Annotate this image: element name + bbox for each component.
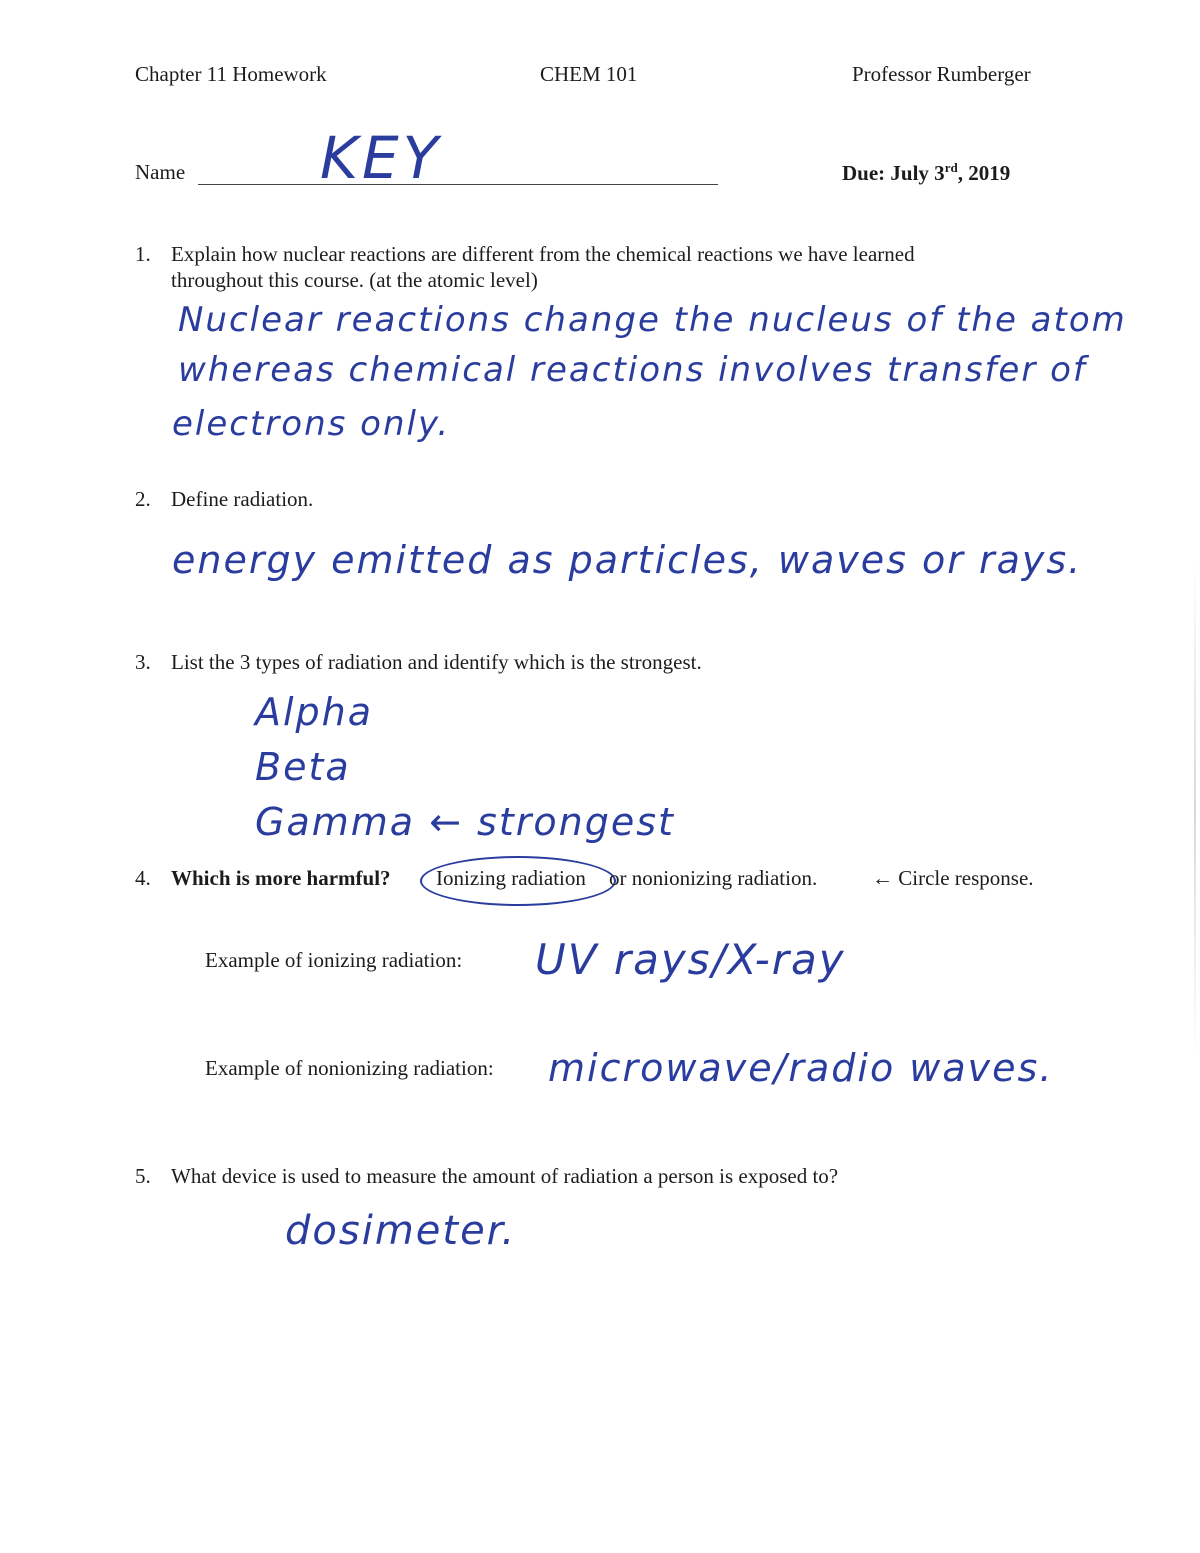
option-nonionizing: or nonionizing radiation.: [609, 866, 818, 890]
ionizing-answer: UV rays/X-ray: [535, 935, 846, 984]
scan-edge-shadow: [1194, 560, 1196, 1060]
answer-3-beta: Beta: [255, 745, 351, 789]
question-4-bold: Which is more harmful?: [171, 866, 391, 890]
question-5: 5. What device is used to measure the amount of radiation a person is exposed to?: [135, 1164, 839, 1188]
answer-1-line2: whereas chemical reactions involves transfer of: [178, 350, 1087, 390]
nonionizing-label: Example of nonionizing radiation:: [205, 1056, 494, 1080]
answer-circle-mark: [420, 856, 616, 906]
nonionizing-answer: microwave/radio waves.: [548, 1046, 1054, 1090]
answer-5: dosimeter.: [285, 1208, 517, 1254]
answer-3-alpha: Alpha: [255, 690, 374, 734]
circle-instruction: ← Circle response.: [872, 866, 1034, 890]
answer-1-line1: Nuclear reactions change the nucleus of the atom: [178, 300, 1127, 340]
question-2: 2. Define radiation.: [135, 487, 314, 511]
due-date: Due: July 3rd, 2019: [842, 160, 1011, 185]
question-4: 4. Which is more harmful?: [135, 866, 391, 890]
answer-2: energy emitted as particles, waves or rays.: [172, 538, 1083, 582]
question-1: 1. Explain how nuclear reactions are different from the chemical reactions we have learned: [135, 242, 915, 266]
header-chapter: Chapter 11 Homework: [135, 62, 327, 86]
header-professor: Professor Rumberger: [852, 62, 1031, 86]
name-label: Name: [135, 160, 186, 184]
name-handwritten-key: KEY: [320, 124, 443, 192]
ionizing-label: Example of ionizing radiation:: [205, 948, 463, 972]
option-ionizing: Ionizing radiation: [436, 866, 586, 890]
answer-3-gamma: Gamma ← strongest: [255, 800, 675, 844]
question-1-line2: throughout this course. (at the atomic level): [171, 268, 538, 292]
question-3: 3. List the 3 types of radiation and identify which is the strongest.: [135, 650, 702, 674]
header-course: CHEM 101: [540, 62, 638, 86]
answer-1-line3: electrons only.: [172, 404, 451, 444]
name-underline: [198, 184, 718, 185]
